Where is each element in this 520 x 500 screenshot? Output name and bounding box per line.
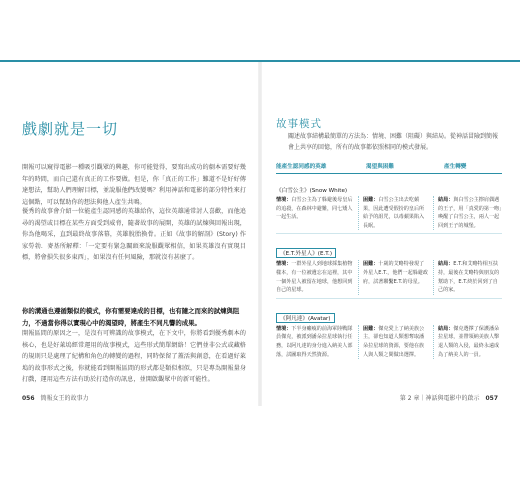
situation-text: 下半身癱瘓的前海軍陸戰隊員傑克，被派到潘朵拉星球執行任務，以阿凡達的身分進入納美人部落，試圖取得天然資源。 bbox=[276, 325, 353, 358]
header-hero: 能產生認同感的英雄 bbox=[276, 164, 327, 170]
table-row bbox=[276, 305, 502, 359]
situation-cell bbox=[276, 260, 358, 294]
situation-label: 情境： bbox=[276, 261, 292, 268]
resolution-label: 結局： bbox=[438, 197, 454, 203]
header-change: 產生轉變 bbox=[444, 164, 467, 170]
table-row bbox=[276, 240, 502, 298]
resolution-cell bbox=[433, 196, 502, 230]
row-divider bbox=[276, 298, 502, 299]
paragraph-2: 優秀的故事會介紹一位能產生認同感的英雄給你，這位英雄通常討人喜歡，而他追尋的渴望或目標在某些方面受到威脅，隨著故事的展開，英雄的試煉與回報出現，你為他喝采，直到最終故事落幕，英雄脫胎換骨。正如《故事的解剖》(Story) 作家勞勃．麥基所解釋：「一定要有緊急關頭來說服觀眾相信，如果英雄沒有實現目標，將會損失很多東西」，如果沒有任何風險，那就沒有甚麼了。 bbox=[22, 208, 246, 262]
movie-title: 《E.T.外星人》(E.T.) bbox=[276, 248, 336, 258]
section-title: 故事模式 bbox=[276, 118, 322, 130]
difficulty-cell bbox=[358, 325, 433, 359]
movie-title: 《阿凡達》(Avatar) bbox=[276, 313, 335, 323]
story-pattern-table bbox=[276, 162, 502, 365]
difficulty-label: 困難： bbox=[363, 261, 379, 268]
left-page-number: 056 bbox=[22, 395, 35, 402]
chapter-title: 戲劇就是一切 bbox=[22, 120, 119, 138]
header-desire: 渴望與困難 bbox=[366, 164, 394, 170]
difficulty-label: 困難： bbox=[363, 325, 379, 332]
table-header bbox=[276, 162, 502, 174]
right-running-head: 第 2 章｜神話與電影中的啟示 bbox=[399, 395, 480, 402]
paragraph-4: 開報區間的原因之一，是沒有可辨識的故事模式，在下文中，你將看到優秀劇本的核心，也是好萊塢經常運用的故事模式，這些形式簡單網絡！它們並非公式或藏格的規則只是處理了紀構和角色的轉變的過程，同時保留了蓋活與創意，在看過好萊塢的故事形式之後，你就能看到開報區間的形式都是類似相似，只是專為開報量身打戲，運用這些方法有助於打造你的訊息，並開啟觀眾中的新可能性。 bbox=[22, 330, 246, 384]
resolution-text: 傑克選擇了保護潘朵拉星球，並帶領納美族人擊退人類的入侵，最終永遠成為了納美人的一員。 bbox=[438, 325, 500, 358]
highlight-paragraph: 你的溝通也遵循類似的模式，你有需要達成的目標，也有隨之而來的試煉與阻力，不過當你得以實現心中的渴望時，將產生不同凡響的成果。 bbox=[22, 307, 240, 327]
situation-label: 情境： bbox=[276, 325, 292, 332]
situation-text: 一群外星人到地球採集植物樣本，有一位被遺忘在這裡，其中一個外星人被留在地球，他想回到自己的星球。 bbox=[276, 261, 353, 294]
book-spread bbox=[0, 60, 520, 406]
right-page bbox=[260, 60, 520, 406]
paragraph-1: 開報可以窺得電影一種吸引觀眾的興趣，你可能覺得，要寫出成功的劇本需要好幾年的時間，而自己還有真正的工作要做。但是，你「真正的工作」難道不是好好傳達想法，幫助人們理解目標，並說服他們改變嗎？利用神話和電影的部分特性來打這個點，可以幫助你的想法與他人產生共鳴。 bbox=[22, 164, 246, 206]
left-footer bbox=[22, 393, 89, 402]
resolution-cell bbox=[433, 260, 502, 294]
situation-label: 情境： bbox=[276, 197, 292, 203]
resolution-text: 與白雪公主擦肩偶遇的王子，用「真愛的第一吻」喚醒了白雪公主，兩人一起回到王子的城堡。 bbox=[438, 197, 502, 229]
situation-cell bbox=[276, 325, 358, 359]
situation-text: 白雪公主為了躲避後母皇后的追殺，在森林中避難，同七矮人一起生活。 bbox=[276, 197, 353, 221]
difficulty-cell bbox=[358, 196, 433, 230]
left-page bbox=[0, 60, 260, 406]
difficulty-text: 白雪公主出去吃蘋果，因此遭受假扮的皇后所給予的詛咒，以毒蘋果陷入長眠。 bbox=[363, 197, 425, 229]
row-divider bbox=[276, 233, 502, 234]
movie-title: 《白雪公主》(Snow White) bbox=[276, 188, 348, 194]
situation-cell bbox=[276, 196, 358, 230]
difficulty-label: 困難： bbox=[363, 197, 379, 203]
resolution-label: 結局： bbox=[438, 325, 454, 332]
difficulty-cell bbox=[358, 260, 433, 294]
intro-paragraph: 關述故事結構最簡單的方法為：情境、困難（阻礙）與結局。從神話冒險到簡報會上共享的回憶，所有的故事都依照相同的模式發展。 bbox=[288, 133, 499, 151]
resolution-cell bbox=[433, 325, 502, 359]
resolution-label: 結局： bbox=[438, 261, 454, 268]
difficulty-text: 傑克愛上了納美族公主，卻也知道人類想奪取潘朵拉星球的資源，要他在族人與人類之間做出選擇。 bbox=[363, 325, 425, 358]
difficulty-text: 十歲的艾略特發現了外星人E.T.，他們一起躲避政府，試著聯繫E.T.的母星。 bbox=[363, 261, 428, 285]
table-row bbox=[276, 177, 502, 234]
right-page-number: 057 bbox=[485, 395, 498, 402]
right-footer bbox=[400, 393, 498, 402]
left-running-head: 簡報女王的故事力 bbox=[40, 395, 89, 402]
resolution-text: E.T.和艾略特相互扶持，最後在艾略特與朋友的幫助下，E.T.終於回到了自己的家。 bbox=[438, 261, 500, 294]
